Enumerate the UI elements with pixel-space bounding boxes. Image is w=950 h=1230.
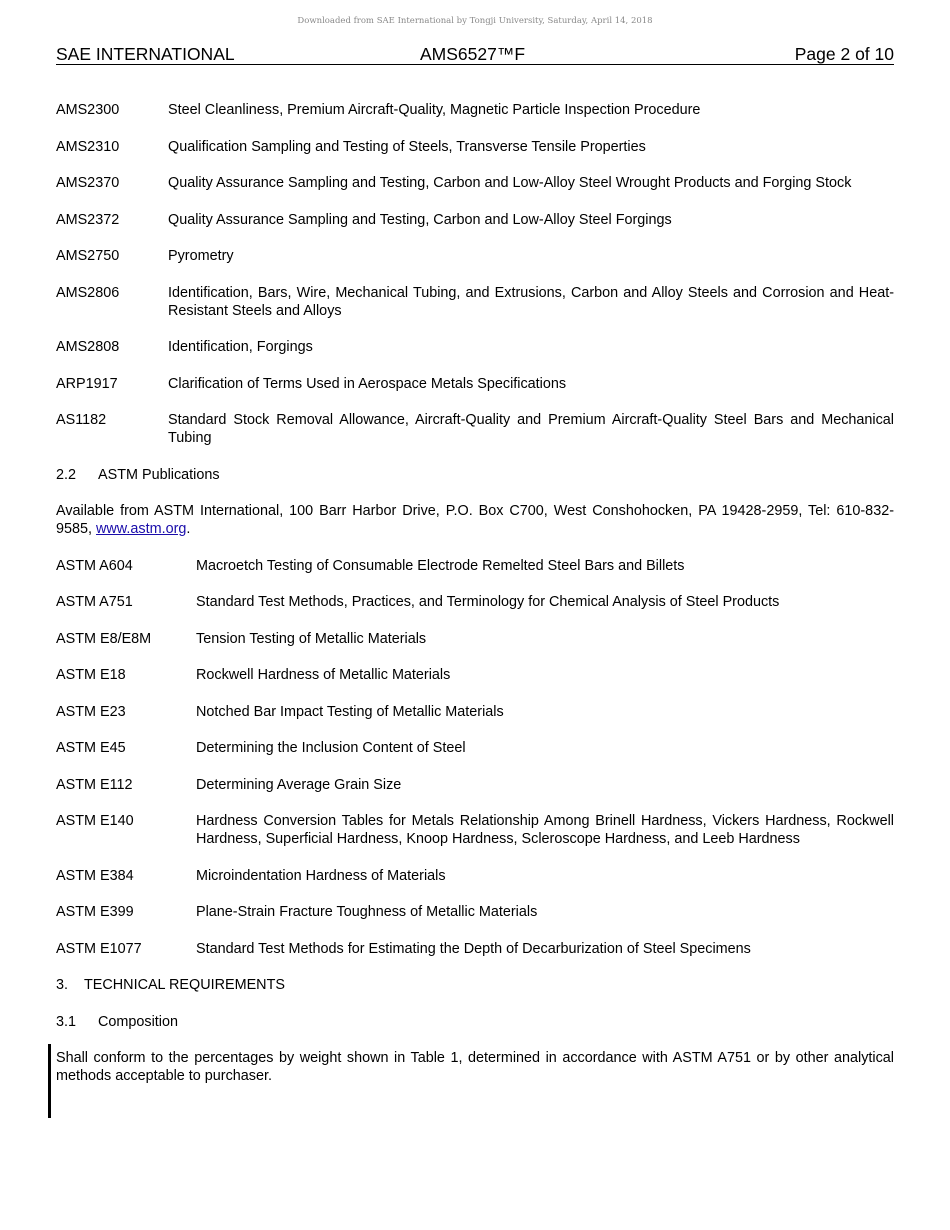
reference-title: Tension Testing of Metallic Materials (196, 630, 427, 647)
reference-title: Notched Bar Impact Testing of Metallic Materials (196, 703, 504, 720)
reference-title: Quality Assurance Sampling and Testing, Carbon and Low-Alloy Steel Wrought Products and Forging Stock (168, 175, 852, 191)
reference-row (56, 101, 894, 119)
reference-code: ASTM E8/E8M (56, 630, 152, 647)
page-header (56, 44, 894, 65)
reference-row (56, 739, 894, 757)
astm-reference-list (56, 557, 894, 958)
reference-title: Determining the Inclusion Content of Steel (196, 740, 466, 756)
reference-title: Standard Test Methods for Estimating the Depth of Decarburization of Steel Specimens (196, 940, 751, 957)
reference-title: Standard Test Methods, Practices, and Terminology for Chemical Analysis of Steel Products (196, 594, 780, 610)
reference-row (56, 630, 894, 648)
astm-availability-paragraph (56, 502, 894, 538)
section-number: 3.1 (56, 1013, 77, 1030)
header-org: SAE INTERNATIONAL (56, 44, 235, 64)
reference-title: Plane-Strain Fracture Toughness of Metallic Materials (196, 904, 538, 920)
reference-title: Macroetch Testing of Consumable Electrode Remelted Steel Bars and Billets (196, 557, 685, 574)
reference-code: ASTM A751 (56, 594, 133, 610)
reference-title: Microindentation Hardness of Materials (196, 867, 446, 884)
section-title: TECHNICAL REQUIREMENTS (84, 977, 285, 993)
reference-row (56, 940, 894, 958)
reference-title: Identification, Forgings (168, 339, 313, 355)
section-title: Composition (98, 1013, 178, 1030)
reference-code: ASTM E1077 (56, 940, 142, 957)
reference-code: ASTM E45 (56, 740, 126, 756)
reference-row (56, 776, 894, 794)
reference-code: ASTM E140 (56, 813, 134, 829)
reference-code: AMS2806 (56, 284, 120, 301)
reference-code: AS1182 (56, 412, 107, 428)
reference-title: Rockwell Hardness of Metallic Materials (196, 667, 451, 683)
reference-code: ASTM A604 (56, 557, 133, 574)
reference-code: ASTM E384 (56, 867, 134, 884)
reference-title: Steel Cleanliness, Premium Aircraft-Quality, Magnetic Particle Inspection Procedure (168, 102, 701, 118)
reference-row (56, 867, 894, 885)
availability-text: Available from ASTM International, 100 Barr Harbor Drive, P.O. Box C700, West Conshohocken, PA 19428-2959, Tel: 610-832-9585, (56, 503, 894, 537)
reference-row (56, 812, 894, 848)
reference-row (56, 703, 894, 721)
availability-trailing: . (186, 521, 191, 537)
reference-title: Identification, Bars, Wire, Mechanical Tubing, and Extrusions, Carbon and Alloy Steels and Corrosion and Heat-Resistant Steels and Alloys (168, 284, 894, 319)
section-number: 3. (56, 977, 69, 993)
reference-row (56, 211, 894, 229)
reference-code: ASTM E112 (56, 776, 133, 793)
composition-paragraph: Shall conform to the percentages by weight shown in Table 1, determined in accordance with ASTM A751 or by other analytical methods acceptable to purchaser. (56, 1050, 894, 1084)
reference-row (56, 375, 894, 393)
ams-reference-list (56, 101, 894, 447)
reference-row (56, 284, 894, 320)
reference-code: ASTM E18 (56, 667, 126, 683)
reference-title: Determining Average Grain Size (196, 776, 402, 793)
section-heading-technical-requirements (56, 976, 894, 994)
section-heading-astm (56, 466, 894, 484)
reference-row (56, 666, 894, 684)
reference-row (56, 138, 894, 156)
reference-title: Quality Assurance Sampling and Testing, Carbon and Low-Alloy Steel Forgings (168, 211, 672, 228)
reference-code: AMS2372 (56, 211, 120, 228)
section-title: ASTM Publications (98, 466, 220, 483)
reference-row (56, 903, 894, 921)
reference-row (56, 593, 894, 611)
reference-code: ASTM E399 (56, 904, 134, 920)
reference-code: AMS2370 (56, 175, 120, 191)
reference-title: Hardness Conversion Tables for Metals Relationship Among Brinell Hardness, Vickers Hardness, Rockwell Hardness, Superficial Hardness, Knoop Hardness, Scleroscope Hardness, and Leeb Hardness (196, 813, 894, 847)
reference-title: Standard Stock Removal Allowance, Aircraft-Quality and Premium Aircraft-Quality Steel Bars and Mechanical Tubing (168, 412, 894, 446)
reference-title: Qualification Sampling and Testing of Steels, Transverse Tensile Properties (168, 138, 646, 155)
download-watermark: Downloaded from SAE International by Tongji University, Saturday, April 14, 2018 (297, 16, 653, 26)
reference-code: ARP1917 (56, 375, 118, 392)
reference-row (56, 338, 894, 356)
section-heading-composition (56, 1013, 894, 1031)
document-body (56, 101, 894, 1104)
reference-row (56, 411, 894, 447)
reference-code: AMS2300 (56, 102, 120, 118)
reference-code: ASTM E23 (56, 703, 126, 720)
reference-code: AMS2750 (56, 248, 120, 264)
header-page-number: Page 2 of 10 (794, 44, 894, 64)
astm-website-link[interactable]: www.astm.org (96, 521, 187, 537)
reference-row (56, 247, 894, 265)
reference-code: AMS2310 (56, 138, 120, 155)
reference-title: Pyrometry (168, 248, 234, 264)
reference-row (56, 557, 894, 575)
revision-change-bar (48, 1044, 51, 1118)
section-number: 2.2 (56, 466, 77, 483)
header-doc-id: AMS6527™F (420, 44, 526, 64)
reference-row (56, 174, 894, 192)
reference-code: AMS2808 (56, 339, 120, 355)
reference-title: Clarification of Terms Used in Aerospace Metals Specifications (168, 375, 567, 392)
